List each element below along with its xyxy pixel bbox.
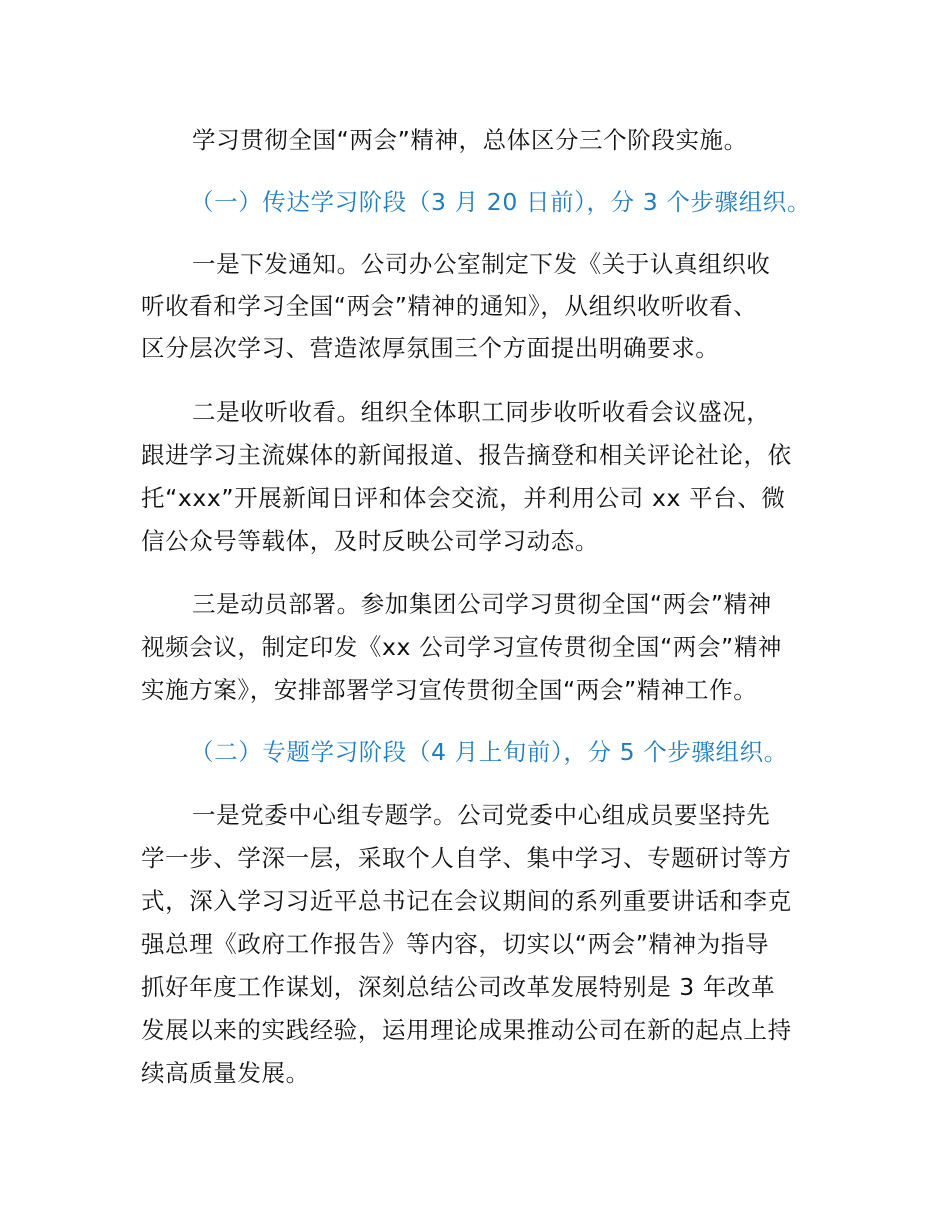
paragraph-line: 实施方案》，安排部署学习宣传贯彻全国“两会”精神工作。: [141, 676, 758, 704]
paragraph-line: 二是收听收看。组织全体职工同步收听收看会议盛况，: [192, 398, 771, 426]
paragraph-line: 跟进学习主流媒体的新闻报道、报告摘登和相关评论社论，依: [141, 441, 792, 469]
paragraph-line: 学一步、学深一层，采取个人自学、集中学习、专题研讨等方: [141, 844, 792, 872]
paragraph-line: 托“xxx”开展新闻日评和体会交流，并利用公司 xx 平台、微: [141, 484, 786, 512]
paragraph-line: 区分层次学习、营造浓厚氛围三个方面提出明确要求。: [141, 334, 720, 362]
intro-line: 学习贯彻全国“两会”精神，总体区分三个阶段实施。: [192, 126, 748, 154]
paragraph-line: 式，深入学习习近平总书记在会议期间的系列重要讲话和李克: [141, 887, 792, 915]
paragraph-line: 一是下发通知。公司办公室制定下发《关于认真组织收: [192, 250, 771, 278]
paragraph-line: 一是党委中心组专题学。公司党委中心组成员要坚持先: [192, 801, 771, 829]
section-heading-1: （一）传达学习阶段（3 月 20 日前），分 3 个步骤组织。: [190, 188, 812, 216]
paragraph-line: 抓好年度工作谋划，深刻总结公司改革发展特别是 3 年改革: [141, 973, 776, 1001]
paragraph-line: 发展以来的实践经验，运用理论成果推动公司在新的起点上持: [141, 1016, 792, 1044]
paragraph-line: 续高质量发展。: [141, 1059, 310, 1087]
paragraph-line: 听收看和学习全国“两会”精神的通知》，从组织收听收看、: [141, 292, 758, 320]
paragraph-line: 强总理《政府工作报告》等内容，切实以“两会”精神为指导: [141, 930, 770, 958]
section-heading-2: （二）专题学习阶段（4 月上旬前），分 5 个步骤组织。: [190, 738, 788, 766]
paragraph-line: 视频会议，制定印发《xx 公司学习宣传贯彻全国“两会”精神: [141, 633, 783, 661]
paragraph-line: 三是动员部署。参加集团公司学习贯彻全国“两会”精神: [192, 590, 772, 618]
paragraph-line: 信公众号等载体，及时反映公司学习动态。: [141, 527, 599, 555]
